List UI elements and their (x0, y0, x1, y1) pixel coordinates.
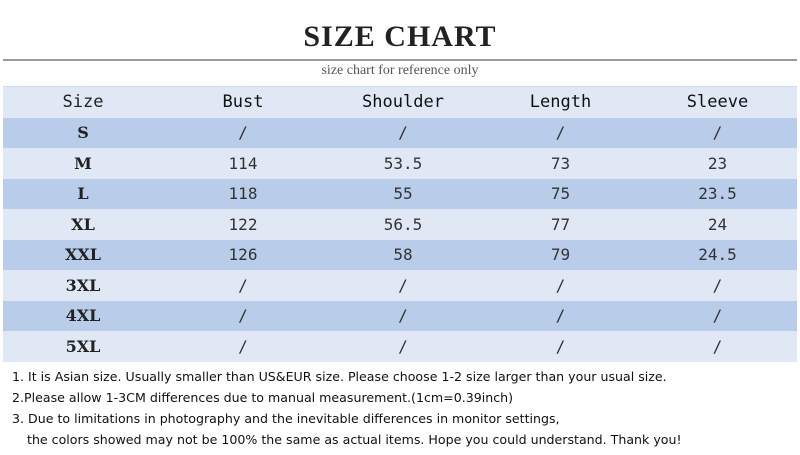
shoulder-cell: 56.5 (383, 214, 423, 234)
shoulder-cell: / (398, 336, 408, 356)
table-row (3, 331, 797, 362)
bust-cell: / (238, 306, 248, 326)
size-cell: XL (71, 214, 95, 234)
table-row (3, 179, 797, 210)
length-cell: / (555, 336, 566, 356)
length-cell: / (555, 123, 566, 143)
header-sleeve: Sleeve (686, 92, 749, 113)
length-cell: 73 (550, 153, 571, 173)
shoulder-cell: 58 (393, 245, 413, 265)
page-title: SIZE CHART (303, 20, 497, 53)
sleeve-cell: / (712, 123, 723, 143)
bust-cell: / (238, 336, 248, 356)
header-shoulder: Shoulder (362, 92, 444, 113)
note-measurement-difference: 2.Please allow 1-3CM differences due to manual measurement.(1cm=0.39inch) (12, 390, 514, 405)
length-cell: / (555, 275, 566, 295)
page-subtitle: size chart for reference only (321, 63, 479, 78)
size-cell: S (77, 123, 89, 143)
table-row (3, 118, 797, 149)
sleeve-cell: / (712, 275, 723, 295)
size-cell: L (77, 184, 89, 204)
size-cell: 3XL (65, 275, 101, 295)
shoulder-cell: 53.5 (383, 153, 423, 173)
table-row (3, 270, 797, 301)
sleeve-cell: / (712, 336, 723, 356)
length-cell: 79 (550, 245, 571, 265)
table-row (3, 209, 797, 240)
size-cell: M (74, 153, 92, 173)
bust-cell: 122 (228, 214, 258, 234)
bust-cell: / (238, 275, 248, 295)
size-cell: 4XL (65, 306, 101, 326)
header-bust: Bust (222, 92, 264, 113)
size-cell: XXL (64, 245, 102, 265)
sleeve-cell: / (712, 306, 723, 326)
table-header-row (3, 87, 797, 118)
sleeve-cell: 24.5 (698, 245, 737, 265)
sleeve-cell: 24 (707, 214, 728, 234)
length-cell: 75 (550, 184, 571, 204)
bust-cell: 118 (228, 184, 258, 204)
bust-cell: / (238, 123, 248, 143)
size-table (3, 86, 797, 362)
table-row (3, 301, 797, 332)
note-photography-limitations: 3. Due to limitations in photography and the inevitable differences in monitor settings, (12, 411, 560, 426)
bust-cell: 114 (228, 153, 258, 173)
size-notes (12, 366, 792, 450)
sleeve-cell: 23 (707, 153, 728, 173)
shoulder-cell: 55 (393, 184, 413, 204)
table-row (3, 148, 797, 179)
sleeve-cell: 23.5 (698, 184, 737, 204)
header-length: Length (529, 92, 592, 113)
note-color-difference: the colors showed may not be 100% the same as actual items. Hope you could understand. Thank you! (27, 432, 682, 447)
note-asian-size: 1. It is Asian size. Usually smaller than US&EUR size. Please choose 1-2 size larger than your usual size. (12, 369, 667, 384)
length-cell: 77 (550, 214, 571, 234)
table-row (3, 240, 797, 271)
shoulder-cell: / (398, 123, 408, 143)
shoulder-cell: / (398, 275, 408, 295)
header-size: Size (62, 92, 104, 113)
length-cell: / (555, 306, 566, 326)
size-cell: 5XL (65, 336, 101, 356)
title-divider (3, 59, 797, 61)
bust-cell: 126 (228, 245, 258, 265)
shoulder-cell: / (398, 306, 408, 326)
